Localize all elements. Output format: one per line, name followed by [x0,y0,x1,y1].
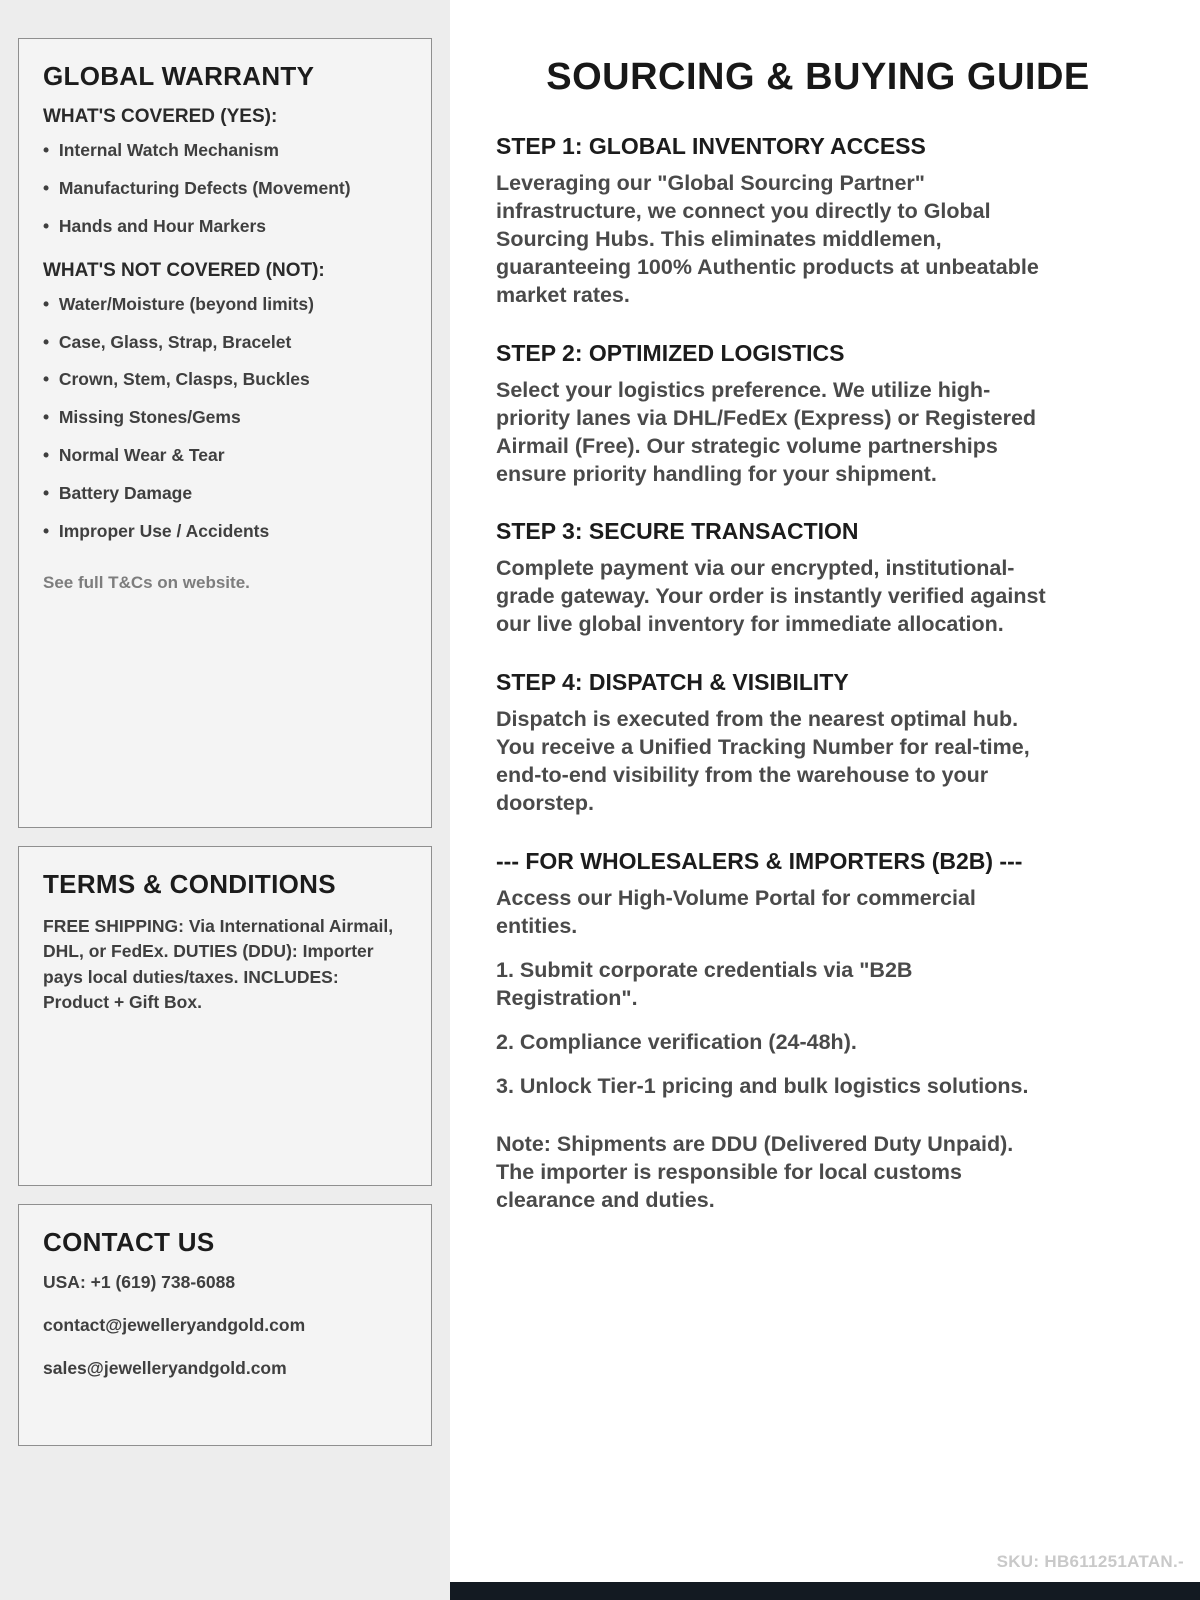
warranty-not-covered-item: • Crown, Stem, Clasps, Buckles [43,369,407,391]
step-3-section [496,518,1076,639]
step-1-body: Leveraging our "Global Sourcing Partner" infrastructure, we connect you directly to Global Sourcing Hubs. This eliminates middlemen, guaranteeing 100% Authentic products at unbeatable market rates. [496,171,1039,307]
step-4-heading: STEP 4: DISPATCH & VISIBILITY [496,669,849,696]
step-4-section [496,669,1076,818]
step-4-body: Dispatch is executed from the nearest optimal hub. You receive a Unified Tracking Number for real-time, end-to-end visibility from the warehouse to your doorstep. [496,707,1030,816]
warranty-not-covered-heading: WHAT'S NOT COVERED (NOT): [43,259,325,281]
warranty-covered-heading: WHAT'S COVERED (YES): [43,106,278,127]
warranty-not-covered-item: • Normal Wear & Tear [43,445,407,467]
warranty-not-covered-item: • Case, Glass, Strap, Bracelet [43,332,407,354]
warranty-covered-item: • Internal Watch Mechanism [43,140,407,162]
contact-email: contact@jewelleryandgold.com [43,1315,306,1335]
b2b-line: 2. Compliance verification (24-48h). [496,1029,857,1054]
footer-bar [450,1582,1200,1600]
contact-panel [18,1204,432,1446]
sku-label: SKU: HB611251ATAN.- [996,1552,1184,1571]
contact-phone: USA: +1 (619) 738-6088 [43,1272,236,1292]
warranty-title: GLOBAL WARRANTY [43,61,315,91]
warranty-panel [18,38,432,828]
warranty-footnote: See full T&Cs on website. [43,572,250,592]
contact-title: CONTACT US [43,1227,215,1257]
ddu-note: Note: Shipments are DDU (Delivered Duty Unpaid). The importer is responsible for local customs clearance and duties. [496,1131,1014,1212]
page-title: SOURCING & BUYING GUIDE [546,56,1090,98]
b2b-line: 1. Submit corporate credentials via "B2B Registration". [496,957,913,1010]
step-2-heading: STEP 2: OPTIMIZED LOGISTICS [496,339,845,366]
step-2-body: Select your logistics preference. We utilize high-priority lanes via DHL/FedEx (Express) or Registered Airmail (Free). Our strategic volume partnerships ensure priority handling for your shipment. [496,377,1037,486]
warranty-covered-list [43,140,407,238]
warranty-not-covered-item: • Water/Moisture (beyond limits) [43,294,407,316]
sidebar [0,0,450,1600]
step-3-body: Complete payment via our encrypted, institutional-grade gateway. Your order is instantly verified against our live global inventory for immediate allocation. [496,556,1046,637]
step-3-heading: STEP 3: SECURE TRANSACTION [496,518,859,545]
warranty-not-covered-item: • Improper Use / Accidents [43,521,407,543]
step-2-section [496,340,1076,489]
warranty-covered-item: • Manufacturing Defects (Movement) [43,178,407,200]
main-content [450,0,1200,1600]
b2b-line: 3. Unlock Tier-1 pricing and bulk logistics solutions. [496,1073,1029,1098]
step-1-section [496,133,1076,310]
b2b-section [496,848,1076,1214]
warranty-not-covered-item: • Battery Damage [43,483,407,505]
sales-email: sales@jewelleryandgold.com [43,1358,287,1378]
warranty-covered-item: • Hands and Hour Markers [43,216,407,238]
warranty-not-covered-list [43,294,407,543]
terms-body: FREE SHIPPING: Via International Airmail, DHL, or FedEx. DUTIES (DDU): Importer pays local duties/taxes. INCLUDES: Product + Gift Box. [43,916,394,1013]
warranty-not-covered-item: • Missing Stones/Gems [43,407,407,429]
b2b-heading: --- FOR WHOLESALERS & IMPORTERS (B2B) --- [496,848,1023,874]
terms-panel [18,846,432,1186]
step-1-heading: STEP 1: GLOBAL INVENTORY ACCESS [496,133,926,159]
terms-title: TERMS & CONDITIONS [43,869,336,899]
b2b-line: Access our High-Volume Portal for commercial entities. [496,886,976,938]
